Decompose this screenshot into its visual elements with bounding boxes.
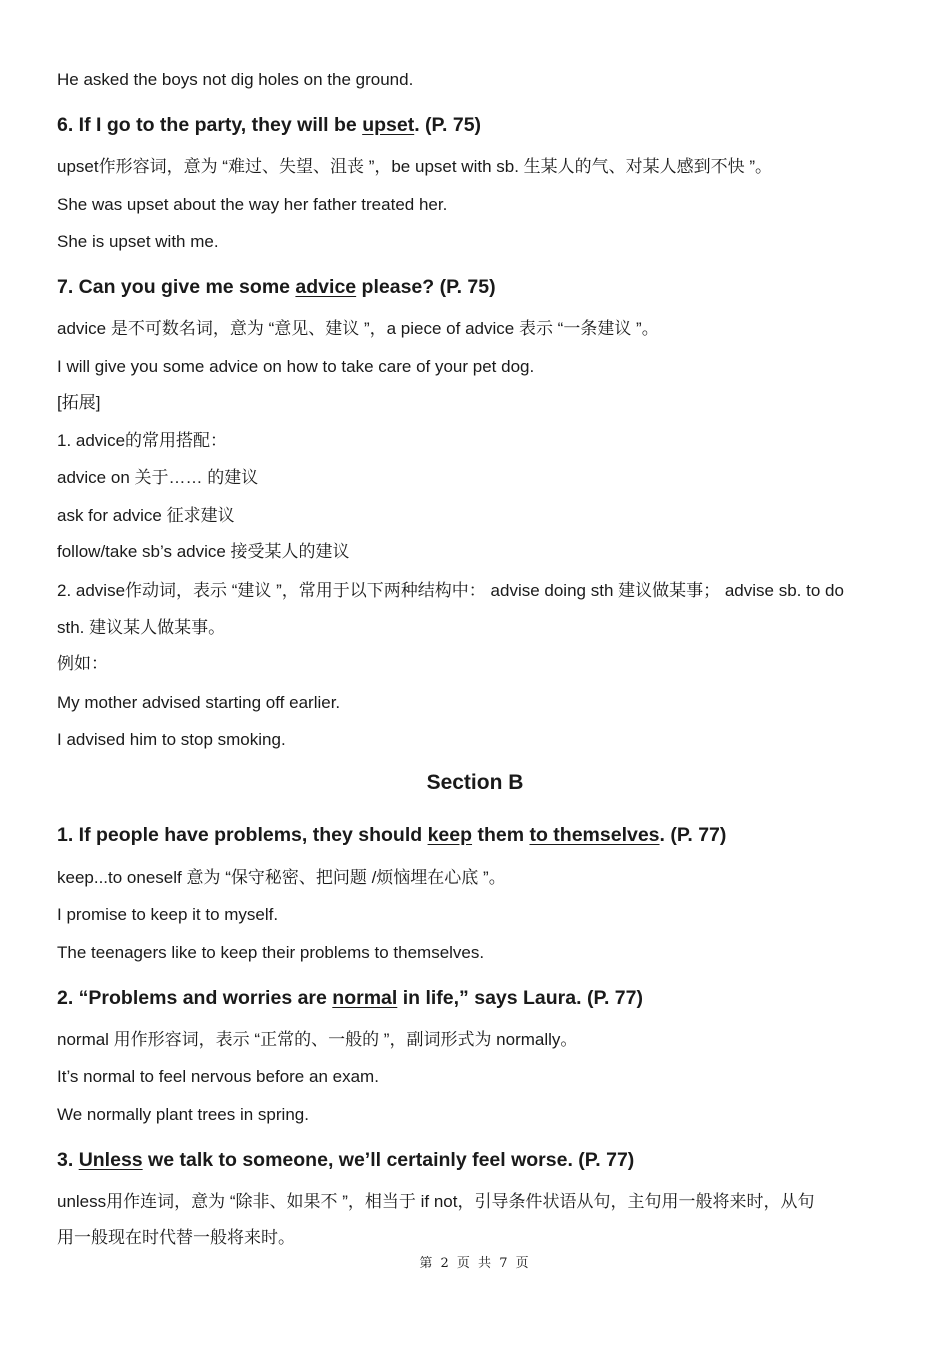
section-title: Section B [426, 771, 524, 794]
example-sentence: It’s normal to feel nervous before an exam. [57, 1067, 379, 1086]
underlined-word: normal [332, 987, 398, 1009]
explanation-text: 用一般现在时代替一般将来时。 [57, 1228, 295, 1247]
example-sentence: He asked the boys not dig holes on the ground. [57, 70, 414, 89]
example-sentence: We normally plant trees in spring. [57, 1105, 309, 1124]
example-sentence: I promise to keep it to myself. [57, 905, 279, 924]
explanation-text: upset作形容词，意为 “难过、失望、沮丧 ”，be upset with sb. 生某人的气、对某人感到不快 ”。 [57, 157, 773, 176]
heading-item-6: 6. If I go to the party, they will be upset. (P. 75) [57, 114, 482, 136]
heading-item-7: 7. Can you give me some advice please? (P. 75) [57, 276, 496, 298]
explanation-text: sth. 建议某人做某事。 [57, 618, 226, 637]
explanation-text: 2. advise作动词，表示 “建议 ”，常用于以下两种结构中： advise doing sth 建议做某事； advise sb. to do [57, 581, 844, 600]
collocation: advice on 关于…… 的建议 [57, 468, 259, 487]
collocation: ask for advice 征求建议 [57, 506, 235, 525]
underlined-word: upset [362, 114, 415, 136]
heading-item-b1: 1. If people have problems, they should keep them to themselves. (P. 77) [57, 824, 727, 846]
underlined-word: keep [427, 824, 473, 846]
collocation: follow/take sb’s advice 接受某人的建议 [57, 542, 350, 561]
example-sentence: I advised him to stop smoking. [57, 730, 286, 749]
example-sentence: My mother advised starting off earlier. [57, 693, 341, 712]
example-label: 例如： [57, 654, 108, 673]
explanation-text: keep...to oneself 意为 “保守秘密、把问题 /烦恼埋在心底 ”。 [57, 868, 506, 887]
example-sentence: She was upset about the way her father treated her. [57, 195, 448, 214]
explanation-text: advice 是不可数名词，意为 “意见、建议 ”，a piece of advice 表示 “一条建议 ”。 [57, 319, 659, 338]
explanation-text: normal 用作形容词，表示 “正常的、一般的 ”，副词形式为 normally。 [57, 1030, 578, 1049]
underlined-word: to themselves [529, 824, 660, 846]
heading-item-b3: 3. Unless we talk to someone, we’ll certainly feel worse. (P. 77) [57, 1149, 635, 1171]
heading-item-b2: 2. “Problems and worries are normal in life,” says Laura. (P. 77) [57, 987, 643, 1009]
underlined-word: advice [295, 276, 357, 298]
explanation-text: 1. advice的常用搭配： [57, 431, 228, 450]
example-sentence: She is upset with me. [57, 232, 219, 251]
expansion-label: [拓展] [57, 393, 101, 412]
page-footer: 第 2 页 共 7 页 [419, 1256, 531, 1271]
example-sentence: The teenagers like to keep their problems to themselves. [57, 943, 485, 962]
example-sentence: I will give you some advice on how to take care of your pet dog. [57, 357, 535, 376]
explanation-text: unless用作连词，意为 “除非、如果不 ”，相当于 if not，引导条件状语从句，主句用一般将来时，从句 [57, 1192, 815, 1211]
underlined-word: Unless [78, 1149, 143, 1171]
